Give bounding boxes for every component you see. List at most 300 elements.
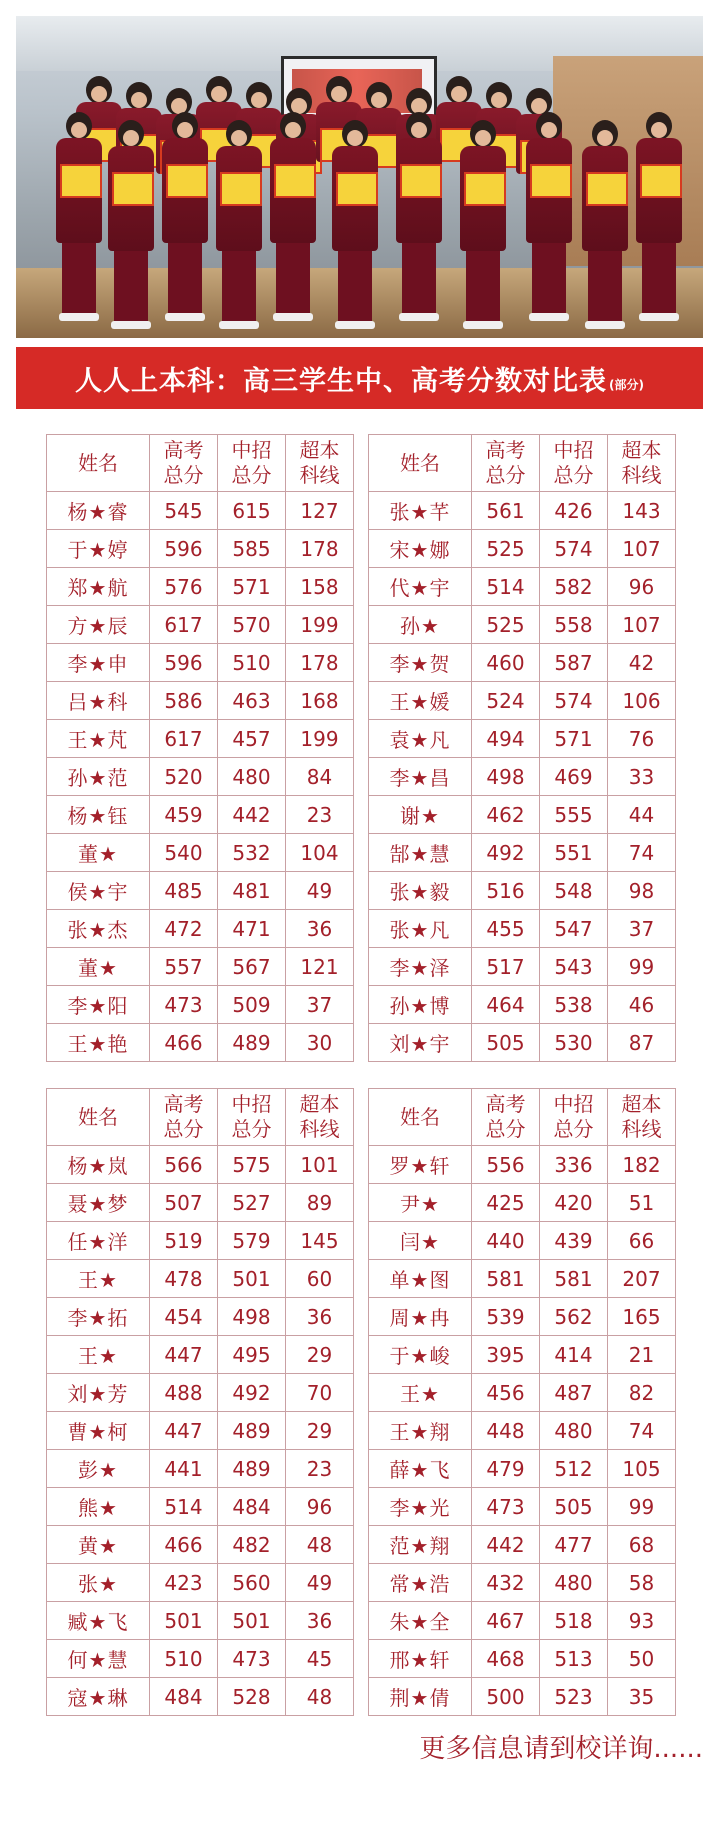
table-row xyxy=(369,1640,676,1678)
above-line: 58 xyxy=(608,1564,676,1602)
above-line: 104 xyxy=(286,834,354,872)
zhongzhao-score: 555 xyxy=(540,796,608,834)
above-line: 182 xyxy=(608,1146,676,1184)
student-figure xyxy=(460,120,506,329)
student-name: 王★媛 xyxy=(369,682,472,720)
gaokao-score: 472 xyxy=(150,910,218,948)
above-line: 96 xyxy=(608,568,676,606)
gaokao-score: 510 xyxy=(150,1640,218,1678)
zhongzhao-score: 581 xyxy=(540,1260,608,1298)
student-name: 方★辰 xyxy=(47,606,150,644)
table-row xyxy=(369,758,676,796)
header-gaokao: 高考 总分 xyxy=(472,435,540,492)
above-line: 70 xyxy=(286,1374,354,1412)
table-row xyxy=(47,910,354,948)
table-row xyxy=(369,910,676,948)
table-row xyxy=(369,720,676,758)
table-row xyxy=(47,1298,354,1336)
zhongzhao-score: 492 xyxy=(218,1374,286,1412)
zhongzhao-score: 585 xyxy=(218,530,286,568)
above-line: 46 xyxy=(608,986,676,1024)
student-name: 代★宇 xyxy=(369,568,472,606)
table-row xyxy=(47,1640,354,1678)
header-zhongzhao: 中招 总分 xyxy=(218,1089,286,1146)
above-line: 49 xyxy=(286,1564,354,1602)
table-row xyxy=(369,1450,676,1488)
zhongzhao-score: 439 xyxy=(540,1222,608,1260)
student-figure xyxy=(636,112,682,321)
gaokao-score: 441 xyxy=(150,1450,218,1488)
above-line: 21 xyxy=(608,1336,676,1374)
above-line: 48 xyxy=(286,1526,354,1564)
score-table-1 xyxy=(46,434,354,1062)
gaokao-score: 473 xyxy=(150,986,218,1024)
gaokao-score: 540 xyxy=(150,834,218,872)
above-line: 158 xyxy=(286,568,354,606)
table-row xyxy=(369,1222,676,1260)
table-row xyxy=(369,644,676,682)
above-line: 74 xyxy=(608,834,676,872)
title-banner xyxy=(16,347,703,409)
table-row xyxy=(369,1412,676,1450)
above-line: 37 xyxy=(608,910,676,948)
table-row xyxy=(47,682,354,720)
student-name: 朱★全 xyxy=(369,1602,472,1640)
above-line: 23 xyxy=(286,1450,354,1488)
table-row xyxy=(369,1298,676,1336)
above-line: 68 xyxy=(608,1526,676,1564)
zhongzhao-score: 501 xyxy=(218,1260,286,1298)
student-figure xyxy=(332,120,378,329)
table-row xyxy=(369,872,676,910)
above-line: 121 xyxy=(286,948,354,986)
student-name: 杨★钰 xyxy=(47,796,150,834)
gaokao-score: 494 xyxy=(472,720,540,758)
gaokao-score: 596 xyxy=(150,530,218,568)
gaokao-score: 448 xyxy=(472,1412,540,1450)
gaokao-score: 525 xyxy=(472,530,540,568)
zhongzhao-score: 518 xyxy=(540,1602,608,1640)
gaokao-score: 581 xyxy=(472,1260,540,1298)
zhongzhao-score: 567 xyxy=(218,948,286,986)
zhongzhao-score: 442 xyxy=(218,796,286,834)
zhongzhao-score: 548 xyxy=(540,872,608,910)
gaokao-score: 447 xyxy=(150,1336,218,1374)
table-row xyxy=(369,1336,676,1374)
student-name: 孙★博 xyxy=(369,986,472,1024)
zhongzhao-score: 543 xyxy=(540,948,608,986)
gaokao-score: 468 xyxy=(472,1640,540,1678)
above-line: 84 xyxy=(286,758,354,796)
table-row xyxy=(369,606,676,644)
gaokao-score: 488 xyxy=(150,1374,218,1412)
gaokao-score: 617 xyxy=(150,606,218,644)
table-row xyxy=(47,492,354,530)
student-name: 李★泽 xyxy=(369,948,472,986)
award-ceremony-photo xyxy=(16,16,703,338)
gaokao-score: 484 xyxy=(150,1678,218,1716)
zhongzhao-score: 587 xyxy=(540,644,608,682)
student-name: 常★浩 xyxy=(369,1564,472,1602)
student-name: 袁★凡 xyxy=(369,720,472,758)
student-name: 王★芃 xyxy=(47,720,150,758)
table-row xyxy=(369,1602,676,1640)
header-gaokao: 高考 总分 xyxy=(472,1089,540,1146)
table-header-row xyxy=(369,435,676,492)
zhongzhao-score: 414 xyxy=(540,1336,608,1374)
student-name: 周★冉 xyxy=(369,1298,472,1336)
student-name: 孙★范 xyxy=(47,758,150,796)
zhongzhao-score: 530 xyxy=(540,1024,608,1062)
zhongzhao-score: 512 xyxy=(540,1450,608,1488)
zhongzhao-score: 570 xyxy=(218,606,286,644)
gaokao-score: 492 xyxy=(472,834,540,872)
table-row xyxy=(369,948,676,986)
gaokao-score: 557 xyxy=(150,948,218,986)
table-row xyxy=(47,568,354,606)
gaokao-score: 507 xyxy=(150,1184,218,1222)
above-line: 74 xyxy=(608,1412,676,1450)
header-zhongzhao: 中招 总分 xyxy=(540,435,608,492)
gaokao-score: 459 xyxy=(150,796,218,834)
above-line: 99 xyxy=(608,1488,676,1526)
gaokao-score: 466 xyxy=(150,1024,218,1062)
gaokao-score: 556 xyxy=(472,1146,540,1184)
gaokao-score: 524 xyxy=(472,682,540,720)
zhongzhao-score: 463 xyxy=(218,682,286,720)
zhongzhao-score: 574 xyxy=(540,530,608,568)
table-row xyxy=(47,530,354,568)
gaokao-score: 525 xyxy=(472,606,540,644)
student-name: 杨★岚 xyxy=(47,1146,150,1184)
zhongzhao-score: 495 xyxy=(218,1336,286,1374)
footer-note: 更多信息请到校详询...... xyxy=(419,1734,703,1764)
table-row xyxy=(369,492,676,530)
score-table-3 xyxy=(46,1088,354,1716)
header-chao: 超本 科线 xyxy=(286,1089,354,1146)
zhongzhao-score: 489 xyxy=(218,1412,286,1450)
student-name: 荆★倩 xyxy=(369,1678,472,1716)
student-name: 罗★轩 xyxy=(369,1146,472,1184)
above-line: 127 xyxy=(286,492,354,530)
above-line: 29 xyxy=(286,1412,354,1450)
above-line: 199 xyxy=(286,606,354,644)
table-row xyxy=(47,1412,354,1450)
table-row xyxy=(47,1374,354,1412)
table-row xyxy=(47,1526,354,1564)
student-name: 孙★ xyxy=(369,606,472,644)
student-name: 宋★娜 xyxy=(369,530,472,568)
student-name: 张★芊 xyxy=(369,492,472,530)
above-line: 50 xyxy=(608,1640,676,1678)
zhongzhao-score: 560 xyxy=(218,1564,286,1602)
student-name: 刘★芳 xyxy=(47,1374,150,1412)
gaokao-score: 519 xyxy=(150,1222,218,1260)
student-name: 李★申 xyxy=(47,644,150,682)
above-line: 36 xyxy=(286,910,354,948)
zhongzhao-score: 473 xyxy=(218,1640,286,1678)
student-name: 尹★ xyxy=(369,1184,472,1222)
student-name: 彭★ xyxy=(47,1450,150,1488)
zhongzhao-score: 469 xyxy=(540,758,608,796)
student-name: 侯★宇 xyxy=(47,872,150,910)
gaokao-score: 520 xyxy=(150,758,218,796)
table-header-row xyxy=(47,435,354,492)
gaokao-score: 566 xyxy=(150,1146,218,1184)
zhongzhao-score: 477 xyxy=(540,1526,608,1564)
zhongzhao-score: 579 xyxy=(218,1222,286,1260)
gaokao-score: 440 xyxy=(472,1222,540,1260)
above-line: 36 xyxy=(286,1298,354,1336)
student-figure xyxy=(582,120,628,329)
above-line: 168 xyxy=(286,682,354,720)
header-name: 姓名 xyxy=(47,1089,150,1146)
zhongzhao-score: 484 xyxy=(218,1488,286,1526)
gaokao-score: 516 xyxy=(472,872,540,910)
zhongzhao-score: 480 xyxy=(218,758,286,796)
table-row xyxy=(47,872,354,910)
student-name: 黄★ xyxy=(47,1526,150,1564)
zhongzhao-score: 582 xyxy=(540,568,608,606)
above-line: 37 xyxy=(286,986,354,1024)
student-name: 曹★柯 xyxy=(47,1412,150,1450)
gaokao-score: 539 xyxy=(472,1298,540,1336)
student-figure xyxy=(270,112,316,321)
student-name: 闫★ xyxy=(369,1222,472,1260)
above-line: 98 xyxy=(608,872,676,910)
gaokao-score: 447 xyxy=(150,1412,218,1450)
above-line: 145 xyxy=(286,1222,354,1260)
above-line: 76 xyxy=(608,720,676,758)
gaokao-score: 456 xyxy=(472,1374,540,1412)
table-row xyxy=(47,1336,354,1374)
student-figure xyxy=(216,120,262,329)
table-row xyxy=(47,606,354,644)
header-zhongzhao: 中招 总分 xyxy=(540,1089,608,1146)
gaokao-score: 485 xyxy=(150,872,218,910)
table-row xyxy=(369,568,676,606)
above-line: 143 xyxy=(608,492,676,530)
above-line: 96 xyxy=(286,1488,354,1526)
header-name: 姓名 xyxy=(369,1089,472,1146)
student-figure xyxy=(56,112,102,321)
zhongzhao-score: 538 xyxy=(540,986,608,1024)
above-line: 87 xyxy=(608,1024,676,1062)
above-line: 107 xyxy=(608,530,676,568)
student-name: 谢★ xyxy=(369,796,472,834)
header-chao: 超本 科线 xyxy=(608,1089,676,1146)
student-name: 郜★慧 xyxy=(369,834,472,872)
gaokao-score: 517 xyxy=(472,948,540,986)
student-name: 李★昌 xyxy=(369,758,472,796)
table-row xyxy=(47,1146,354,1184)
above-line: 66 xyxy=(608,1222,676,1260)
student-name: 寇★琳 xyxy=(47,1678,150,1716)
zhongzhao-score: 505 xyxy=(540,1488,608,1526)
banner-note: (部分) xyxy=(609,377,644,392)
gaokao-score: 500 xyxy=(472,1678,540,1716)
student-figure xyxy=(396,112,442,321)
above-line: 33 xyxy=(608,758,676,796)
student-name: 董★ xyxy=(47,948,150,986)
above-line: 178 xyxy=(286,644,354,682)
above-line: 51 xyxy=(608,1184,676,1222)
student-figure xyxy=(108,120,154,329)
table-header-row xyxy=(369,1089,676,1146)
student-figure xyxy=(526,112,572,321)
zhongzhao-score: 481 xyxy=(218,872,286,910)
student-name: 任★洋 xyxy=(47,1222,150,1260)
gaokao-score: 617 xyxy=(150,720,218,758)
table-row xyxy=(47,948,354,986)
student-name: 臧★飞 xyxy=(47,1602,150,1640)
gaokao-score: 498 xyxy=(472,758,540,796)
zhongzhao-score: 615 xyxy=(218,492,286,530)
zhongzhao-score: 471 xyxy=(218,910,286,948)
gaokao-score: 462 xyxy=(472,796,540,834)
above-line: 107 xyxy=(608,606,676,644)
student-name: 李★拓 xyxy=(47,1298,150,1336)
student-name: 刘★宇 xyxy=(369,1024,472,1062)
table-row xyxy=(47,1260,354,1298)
header-name: 姓名 xyxy=(369,435,472,492)
table-row xyxy=(369,1184,676,1222)
above-line: 178 xyxy=(286,530,354,568)
student-name: 张★ xyxy=(47,1564,150,1602)
zhongzhao-score: 336 xyxy=(540,1146,608,1184)
student-name: 邢★轩 xyxy=(369,1640,472,1678)
student-name: 张★杰 xyxy=(47,910,150,948)
student-name: 聂★梦 xyxy=(47,1184,150,1222)
table-row xyxy=(47,1564,354,1602)
above-line: 29 xyxy=(286,1336,354,1374)
gaokao-score: 454 xyxy=(150,1298,218,1336)
table-row xyxy=(47,1602,354,1640)
zhongzhao-score: 523 xyxy=(540,1678,608,1716)
student-name: 何★慧 xyxy=(47,1640,150,1678)
gaokao-score: 505 xyxy=(472,1024,540,1062)
above-line: 99 xyxy=(608,948,676,986)
table-row xyxy=(369,530,676,568)
zhongzhao-score: 498 xyxy=(218,1298,286,1336)
gaokao-score: 501 xyxy=(150,1602,218,1640)
table-row xyxy=(47,986,354,1024)
above-line: 49 xyxy=(286,872,354,910)
zhongzhao-score: 513 xyxy=(540,1640,608,1678)
table-header-row xyxy=(47,1089,354,1146)
zhongzhao-score: 426 xyxy=(540,492,608,530)
above-line: 35 xyxy=(608,1678,676,1716)
above-line: 89 xyxy=(286,1184,354,1222)
zhongzhao-score: 489 xyxy=(218,1024,286,1062)
student-name: 王★ xyxy=(47,1336,150,1374)
zhongzhao-score: 509 xyxy=(218,986,286,1024)
student-name: 王★艳 xyxy=(47,1024,150,1062)
student-name: 王★ xyxy=(47,1260,150,1298)
student-name: 李★阳 xyxy=(47,986,150,1024)
header-chao: 超本 科线 xyxy=(286,435,354,492)
zhongzhao-score: 571 xyxy=(540,720,608,758)
table-row xyxy=(47,834,354,872)
banner-title: 人人上本科：高三学生中、高考分数对比表 xyxy=(75,365,607,397)
above-line: 30 xyxy=(286,1024,354,1062)
table-row xyxy=(369,1488,676,1526)
gaokao-score: 514 xyxy=(150,1488,218,1526)
table-row xyxy=(47,1450,354,1488)
student-name: 于★婷 xyxy=(47,530,150,568)
gaokao-score: 425 xyxy=(472,1184,540,1222)
gaokao-score: 545 xyxy=(150,492,218,530)
gaokao-score: 514 xyxy=(472,568,540,606)
student-name: 张★凡 xyxy=(369,910,472,948)
gaokao-score: 586 xyxy=(150,682,218,720)
zhongzhao-score: 551 xyxy=(540,834,608,872)
table-row xyxy=(47,796,354,834)
zhongzhao-score: 510 xyxy=(218,644,286,682)
zhongzhao-score: 562 xyxy=(540,1298,608,1336)
table-row xyxy=(369,1564,676,1602)
zhongzhao-score: 574 xyxy=(540,682,608,720)
student-name: 董★ xyxy=(47,834,150,872)
gaokao-score: 478 xyxy=(150,1260,218,1298)
above-line: 199 xyxy=(286,720,354,758)
above-line: 93 xyxy=(608,1602,676,1640)
zhongzhao-score: 480 xyxy=(540,1564,608,1602)
above-line: 42 xyxy=(608,644,676,682)
zhongzhao-score: 571 xyxy=(218,568,286,606)
above-line: 101 xyxy=(286,1146,354,1184)
zhongzhao-score: 501 xyxy=(218,1602,286,1640)
gaokao-score: 423 xyxy=(150,1564,218,1602)
table-row xyxy=(369,986,676,1024)
student-name: 杨★睿 xyxy=(47,492,150,530)
table-row xyxy=(47,1488,354,1526)
student-name: 李★光 xyxy=(369,1488,472,1526)
zhongzhao-score: 489 xyxy=(218,1450,286,1488)
zhongzhao-score: 457 xyxy=(218,720,286,758)
zhongzhao-score: 527 xyxy=(218,1184,286,1222)
table-row xyxy=(369,1526,676,1564)
student-name: 王★翔 xyxy=(369,1412,472,1450)
gaokao-score: 432 xyxy=(472,1564,540,1602)
table-row xyxy=(47,644,354,682)
table-row xyxy=(47,1678,354,1716)
table-row xyxy=(47,1024,354,1062)
student-figure xyxy=(162,112,208,321)
above-line: 165 xyxy=(608,1298,676,1336)
header-zhongzhao: 中招 总分 xyxy=(218,435,286,492)
table-row xyxy=(369,1146,676,1184)
student-name: 李★贺 xyxy=(369,644,472,682)
table-row xyxy=(369,1024,676,1062)
zhongzhao-score: 532 xyxy=(218,834,286,872)
zhongzhao-score: 547 xyxy=(540,910,608,948)
header-name: 姓名 xyxy=(47,435,150,492)
gaokao-score: 395 xyxy=(472,1336,540,1374)
zhongzhao-score: 480 xyxy=(540,1412,608,1450)
above-line: 45 xyxy=(286,1640,354,1678)
gaokao-score: 460 xyxy=(472,644,540,682)
gaokao-score: 466 xyxy=(150,1526,218,1564)
gaokao-score: 467 xyxy=(472,1602,540,1640)
above-line: 105 xyxy=(608,1450,676,1488)
student-name: 薛★飞 xyxy=(369,1450,472,1488)
above-line: 207 xyxy=(608,1260,676,1298)
student-name: 王★ xyxy=(369,1374,472,1412)
score-table-4 xyxy=(368,1088,676,1716)
header-gaokao: 高考 总分 xyxy=(150,1089,218,1146)
gaokao-score: 455 xyxy=(472,910,540,948)
